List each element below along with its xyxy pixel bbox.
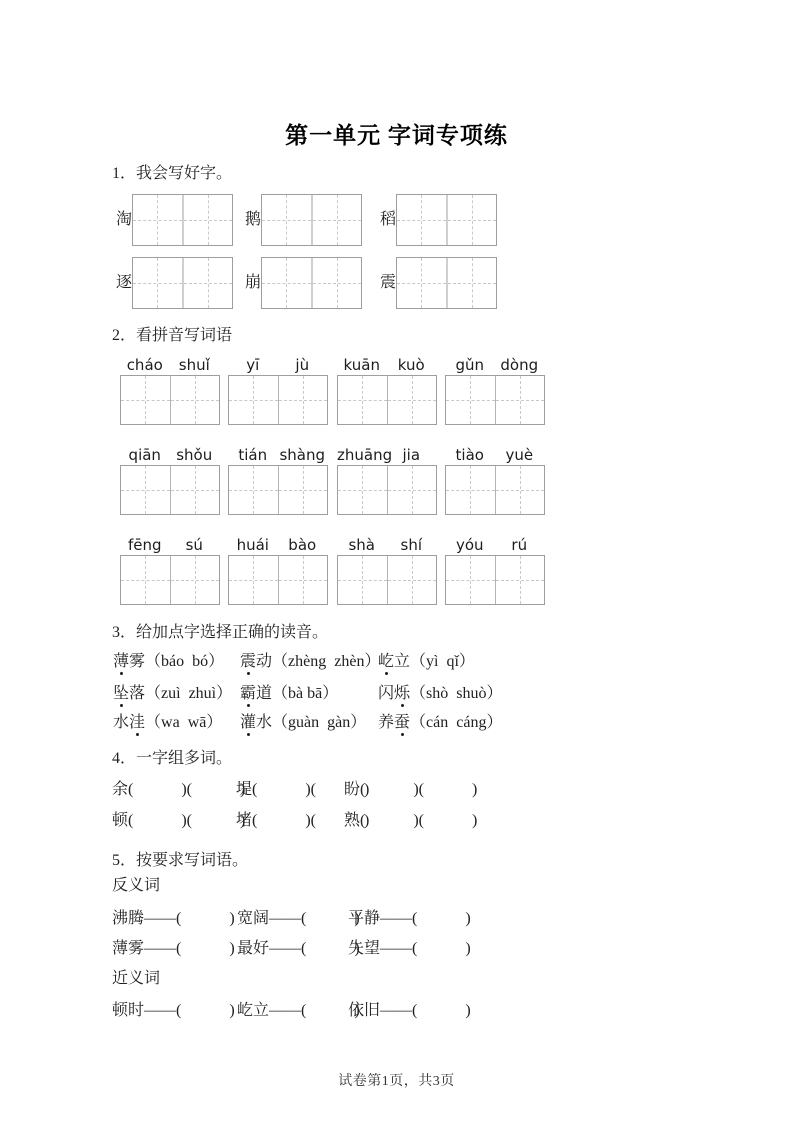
reading-options: （guàn gàn）: [272, 714, 367, 731]
antonym-item: 薄雾——( ): [112, 940, 235, 957]
writing-grid: [396, 257, 497, 309]
q2-pinyin-group: [337, 535, 437, 605]
pinyin-label: kuān: [343, 356, 380, 374]
pinyin-label-row: [337, 445, 437, 465]
grid-cell: [446, 258, 497, 308]
pinyin-label: shǒu: [176, 446, 213, 464]
word-char: 立: [394, 653, 411, 670]
pronunciation-item: [240, 685, 338, 703]
reading-options: （bà bā）: [272, 685, 339, 702]
reading-options: （wa wā）: [145, 714, 223, 731]
pinyin-label: cháo: [126, 356, 163, 374]
pinyin-label: jia: [402, 446, 421, 464]
pinyin-label: jù: [295, 356, 310, 374]
q2-pinyin-group: [120, 535, 220, 605]
grid-cell: [121, 376, 170, 424]
antonyms-label: 反义词: [112, 877, 161, 894]
q1-practice-group: [380, 257, 497, 309]
pinyin-label: tián: [238, 446, 268, 464]
pinyin-label-row: [120, 535, 220, 555]
q1-example-char: 逐: [116, 274, 133, 291]
grid-cell: [446, 195, 497, 245]
grid-cell: [338, 556, 387, 604]
q2-pinyin-group: [120, 445, 220, 515]
q1-heading: 1．我会写好字。: [112, 165, 233, 182]
pinyin-label-row: [337, 535, 437, 555]
grid-cell: [446, 376, 495, 424]
q2-pinyin-group: [228, 355, 328, 425]
q2-pinyin-group: [228, 535, 328, 605]
pinyin-label: gǔn: [455, 356, 485, 374]
pinyin-label: bào: [288, 536, 317, 554]
writing-grid: [228, 555, 328, 605]
writing-grid: [337, 375, 437, 425]
reading-options: （zuì zhuì）: [145, 685, 233, 702]
pinyin-label: yī: [246, 356, 260, 374]
writing-grid: [445, 555, 545, 605]
word-char: 水: [113, 714, 130, 731]
pinyin-label-row: [120, 445, 220, 465]
pinyin-label-row: [228, 445, 328, 465]
page-footer: 试卷第1页，共3页: [338, 1074, 455, 1089]
grid-cell: [387, 376, 437, 424]
synonym-item: 顿时——( ): [112, 1002, 235, 1019]
word-char: 落: [129, 685, 146, 702]
grid-cell: [262, 258, 311, 308]
grid-cell: [278, 466, 328, 514]
grid-cell: [387, 466, 437, 514]
dotted-char: 烁: [394, 685, 411, 702]
q1-example-char: 震: [380, 274, 397, 291]
grid-cell: [182, 258, 233, 308]
q4-heading: 4．一字组多词。: [112, 750, 233, 767]
grid-cell: [278, 376, 328, 424]
grid-cell: [446, 556, 495, 604]
grid-cell: [446, 466, 495, 514]
synonyms-label: 近义词: [112, 970, 161, 987]
grid-cell: [495, 376, 545, 424]
pinyin-label-row: [445, 535, 545, 555]
pinyin-label: kuò: [397, 356, 425, 374]
word-char: 养: [378, 714, 395, 731]
pinyin-label: sú: [185, 536, 203, 554]
pinyin-label-row: [445, 445, 545, 465]
grid-cell: [338, 376, 387, 424]
grid-cell: [387, 556, 437, 604]
pinyin-label: shuǐ: [178, 356, 210, 374]
writing-grid: [120, 375, 220, 425]
grid-cell: [397, 195, 446, 245]
grid-cell: [170, 556, 220, 604]
dotted-char: 震: [240, 653, 257, 670]
pinyin-label: qiān: [128, 446, 161, 464]
q2-heading: 2．看拼音写词语: [112, 327, 233, 344]
writing-grid: [228, 375, 328, 425]
pinyin-label: rú: [511, 536, 528, 554]
pronunciation-item: [240, 714, 366, 732]
writing-grid: [445, 375, 545, 425]
grid-cell: [170, 466, 220, 514]
writing-grid: [120, 555, 220, 605]
word-char: 道: [256, 685, 273, 702]
antonym-item: 沸腾——( ): [112, 910, 235, 927]
antonym-item: 平静——( ): [348, 910, 471, 927]
writing-grid: [261, 194, 362, 246]
word-char: 水: [256, 714, 273, 731]
pronunciation-item: [240, 653, 380, 671]
q2-pinyin-group: [120, 355, 220, 425]
grid-cell: [397, 258, 446, 308]
grid-cell: [495, 466, 545, 514]
word-building-item: 堵( )( ): [236, 812, 370, 829]
q1-example-char: 淘: [116, 211, 133, 228]
grid-cell: [262, 195, 311, 245]
grid-cell: [338, 466, 387, 514]
grid-cell: [182, 195, 233, 245]
dotted-char: 屹: [378, 653, 395, 670]
reading-options: （cán cáng）: [410, 714, 503, 731]
word-building-item: 盼( )( ): [344, 781, 478, 798]
word-building-item: 熟( )( ): [344, 812, 478, 829]
pinyin-label-row: [337, 355, 437, 375]
page-title: 第一单元 字词专项练: [285, 123, 508, 148]
word-char: 雾: [129, 653, 146, 670]
dotted-char: 灌: [240, 714, 257, 731]
q1-example-char: 鹅: [245, 211, 262, 228]
writing-grid: [261, 257, 362, 309]
pinyin-label: shí: [400, 536, 422, 554]
pinyin-label-row: [120, 355, 220, 375]
antonym-item: 最好——( ): [237, 940, 360, 957]
word-char: 动: [256, 653, 273, 670]
reading-options: （báo bó）: [145, 653, 225, 670]
grid-cell: [229, 556, 278, 604]
grid-cell: [495, 556, 545, 604]
pronunciation-item: [113, 685, 232, 703]
grid-cell: [121, 556, 170, 604]
pronunciation-item: [378, 714, 502, 732]
writing-grid: [120, 465, 220, 515]
word-char: 闪: [378, 685, 395, 702]
pinyin-label: dòng: [500, 356, 539, 374]
pinyin-label: huái: [236, 536, 269, 554]
grid-cell: [170, 376, 220, 424]
q2-pinyin-group: [228, 445, 328, 515]
dotted-char: 霸: [240, 685, 257, 702]
writing-grid: [132, 257, 233, 309]
q3-heading: 3．给加点字选择正确的读音。: [112, 624, 329, 641]
pronunciation-item: [378, 685, 503, 703]
writing-grid: [337, 465, 437, 515]
grid-cell: [311, 195, 362, 245]
dotted-char: 坠: [113, 685, 130, 702]
grid-cell: [229, 376, 278, 424]
antonym-item: 失望——( ): [348, 940, 471, 957]
q1-practice-group: [245, 257, 362, 309]
q2-pinyin-group: [445, 535, 545, 605]
synonym-item: 依旧——( ): [348, 1002, 471, 1019]
dotted-char: 蚕: [394, 714, 411, 731]
pinyin-label: yóu: [455, 536, 484, 554]
q1-practice-group: [116, 194, 233, 246]
pinyin-label: tiào: [455, 446, 484, 464]
reading-options: （shò shuò）: [410, 685, 503, 702]
pinyin-label-row: [228, 355, 328, 375]
word-building-item: 堤( )( ): [236, 781, 370, 798]
pronunciation-item: [113, 714, 222, 732]
dotted-char: 薄: [113, 653, 130, 670]
pinyin-label-row: [445, 355, 545, 375]
q2-pinyin-group: [337, 445, 437, 515]
grid-cell: [133, 258, 182, 308]
dotted-char: 洼: [129, 714, 146, 731]
word-building-item: 顿( )( ): [112, 812, 246, 829]
q1-example-char: 稻: [380, 211, 397, 228]
writing-grid: [337, 555, 437, 605]
grid-cell: [311, 258, 362, 308]
word-building-item: 余( )( ): [112, 781, 246, 798]
pronunciation-item: [113, 653, 224, 671]
grid-cell: [121, 466, 170, 514]
q2-pinyin-group: [337, 355, 437, 425]
writing-grid: [445, 465, 545, 515]
q5-heading: 5．按要求写词语。: [112, 852, 249, 869]
writing-grid: [132, 194, 233, 246]
q2-pinyin-group: [445, 355, 545, 425]
grid-cell: [229, 466, 278, 514]
q1-example-char: 崩: [245, 274, 262, 291]
grid-cell: [133, 195, 182, 245]
synonym-item: 屹立——( ): [237, 1002, 360, 1019]
q1-practice-group: [380, 194, 497, 246]
pinyin-label-row: [228, 535, 328, 555]
pinyin-label: zhuāng: [337, 446, 393, 464]
antonym-item: 宽阔——( ): [237, 910, 360, 927]
pinyin-label: shàng: [279, 446, 326, 464]
reading-options: （yì qǐ）: [410, 653, 475, 670]
pinyin-label: fēng: [127, 536, 162, 554]
grid-cell: [278, 556, 328, 604]
pinyin-label: yuè: [505, 446, 534, 464]
pronunciation-item: [378, 653, 475, 671]
pinyin-label: shà: [348, 536, 375, 554]
q1-practice-group: [116, 257, 233, 309]
q1-practice-group: [245, 194, 362, 246]
writing-grid: [228, 465, 328, 515]
reading-options: （zhèng zhèn）: [272, 653, 381, 670]
writing-grid: [396, 194, 497, 246]
q2-pinyin-group: [445, 445, 545, 515]
